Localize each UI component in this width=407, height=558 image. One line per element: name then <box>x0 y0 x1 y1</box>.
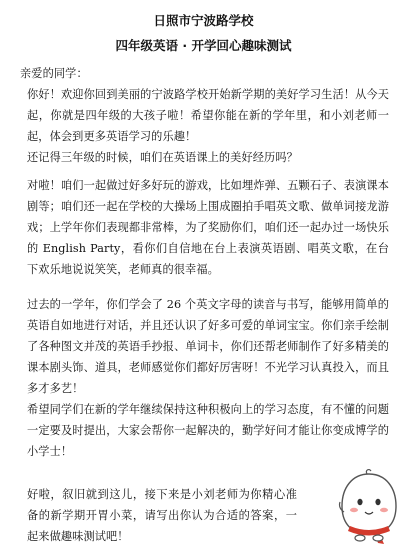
greeting: 亲爱的同学： <box>20 67 88 80</box>
test-title: 四年级英语 · 开学回心趣味测试 <box>115 38 292 53</box>
paragraph-hope: 希望同学们在新的学年继续保持这种积极向上的学习态度，有不懂的问题一定要及时提出，大家会帮你一起解决的，勤学好问才能让你变成博学的小学士！ <box>27 403 389 458</box>
paragraph-activities: 对啦！咱们一起做过好多好玩的游戏，比如埋炸弹、五颗石子、表演课本剧等；咱们还一起在学校的大操场上围成圈拍手唱英文歌、做单词接龙游戏；上学年你们表现都非常棒，为了奖励你们，咱们还一起办过一场快乐的 English Party，看你们自信地在台上表演英语剧、唱英文歌，在台下欢乐地说说笑笑，老师真的很幸福。 <box>27 179 389 276</box>
mascot-illustration <box>334 468 404 554</box>
paragraph-remember: 还记得三年级的时候，咱们在英语课上的美好经历吗？ <box>27 151 298 164</box>
paragraph-welcome: 你好！欢迎你回到美丽的宁波路学校开始新学期的美好学习生活！从今天起，你就是四年级的大孩子啦！希望你能在新的学年里，和小刘老师一起，体会到更多英语学习的乐趣！ <box>27 88 389 143</box>
school-title: 日照市宁波路学校 <box>153 13 254 28</box>
paragraph-closing: 好啦，叙旧就到这儿，接下来是小刘老师为你精心准备的新学期开胃小菜，请写出你认为合适的答案，一起来做趣味测试吧！ <box>27 488 297 543</box>
paragraph-achievements: 过去的一学年，你们学会了 26 个英文字母的读音与书写，能够用简单的英语自如地进行对话，并且还认识了好多可爱的单词宝宝。你们亲手绘制了各种图文并茂的英语手抄报、单词卡，你们还帮老师制作了好多精美的课本剧头饰、道具，老师感觉你们都好厉害呀！不光学习认真投入，而且多才多艺！ <box>27 298 389 395</box>
